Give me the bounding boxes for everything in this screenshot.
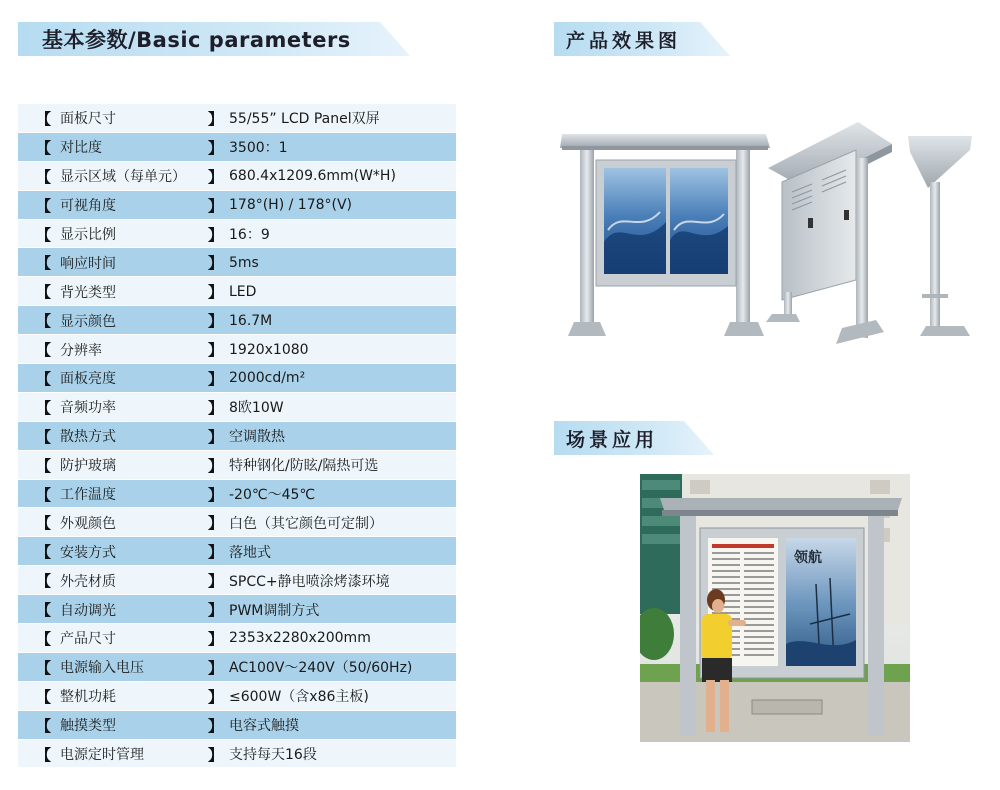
param-label: 对比度: [60, 140, 102, 157]
bracket-left: 【: [36, 456, 52, 475]
param-label: 分辨率: [60, 342, 102, 359]
bracket-left: 【: [36, 167, 52, 186]
param-value: 落地式: [229, 544, 271, 561]
product-header-banner: [554, 22, 730, 56]
param-value: 白色（其它颜色可定制）: [229, 515, 383, 532]
scene-image: [640, 474, 910, 742]
param-label: 响应时间: [60, 255, 116, 272]
bracket-right: 】: [208, 196, 224, 215]
bracket-left: 【: [36, 427, 52, 446]
bracket-right: 】: [208, 341, 224, 360]
param-value: 680.4x1209.6mm(W*H): [229, 168, 396, 185]
param-row: [18, 104, 456, 133]
param-label: 显示比例: [60, 227, 116, 243]
bracket-left: 【: [36, 109, 52, 128]
param-row: [18, 508, 456, 537]
bracket-right: 】: [208, 572, 224, 591]
param-label: 显示区域（每单元）: [60, 169, 186, 186]
bracket-right: 】: [208, 369, 224, 388]
param-value: ≤600W（含x86主板): [229, 689, 369, 706]
bracket-right: 】: [208, 514, 224, 533]
param-row: [18, 480, 456, 509]
bracket-right: 】: [208, 398, 224, 417]
param-value: 2000cd/m²: [229, 370, 306, 387]
bracket-left: 【: [36, 745, 52, 764]
param-row: [18, 740, 456, 769]
param-value: LED: [229, 283, 257, 300]
param-value: 8欧10W: [229, 400, 284, 417]
param-row: [18, 133, 456, 162]
bracket-right: 】: [208, 485, 224, 504]
bracket-right: 】: [208, 312, 224, 331]
param-row: [18, 248, 456, 277]
param-value: 空调散热: [229, 429, 285, 446]
param-label: 电源输入电压: [60, 660, 144, 677]
param-row: [18, 451, 456, 480]
param-row: [18, 653, 456, 682]
bracket-right: 】: [208, 543, 224, 562]
param-label: 可视角度: [60, 198, 116, 215]
param-row: [18, 162, 456, 191]
param-row: [18, 682, 456, 711]
bracket-right: 】: [208, 601, 224, 620]
param-row: [18, 335, 456, 364]
bracket-left: 【: [36, 658, 52, 677]
param-value: 178°(H) / 178°(V): [229, 197, 353, 214]
param-value: 3500：1: [229, 140, 288, 157]
param-value: 电容式触摸: [229, 718, 299, 735]
bracket-left: 【: [36, 601, 52, 620]
param-row: [18, 566, 456, 595]
param-row: [18, 191, 456, 220]
param-value: 2353x2280x200mm: [229, 630, 371, 647]
param-label: 面板尺寸: [60, 111, 116, 128]
bracket-left: 【: [36, 485, 52, 504]
param-value: -20℃～45℃: [229, 487, 316, 504]
param-label: 散热方式: [60, 429, 116, 446]
bracket-right: 】: [208, 716, 224, 735]
param-row: [18, 306, 456, 335]
scene-header-banner: [554, 421, 714, 455]
bracket-right: 】: [208, 687, 224, 706]
bracket-right: 】: [208, 745, 224, 764]
param-label: 电源定时管理: [60, 747, 144, 764]
product-header-title: 产品效果图: [566, 29, 682, 52]
param-value: 55/55” LCD Panel双屏: [229, 111, 380, 128]
params-header-title: 基本参数/Basic parameters: [42, 28, 351, 52]
scene-screen-title: 领航: [794, 550, 822, 566]
bracket-left: 【: [36, 254, 52, 273]
param-row: [18, 595, 456, 624]
param-value: 16.7M: [229, 312, 273, 329]
parameter-table: [18, 104, 456, 778]
param-value: SPCC+静电喷涂烤漆环境: [229, 573, 390, 590]
bracket-right: 】: [208, 109, 224, 128]
bracket-left: 【: [36, 543, 52, 562]
kiosk-front-view: [560, 134, 770, 336]
param-row: [18, 711, 456, 740]
bracket-right: 】: [208, 167, 224, 186]
bracket-left: 【: [36, 716, 52, 735]
param-label: 外观颜色: [60, 515, 116, 532]
bracket-left: 【: [36, 687, 52, 706]
kiosk-profile-view: [908, 136, 972, 336]
param-value: PWM调制方式: [229, 602, 320, 619]
param-value: 16：9: [229, 227, 270, 243]
param-row: [18, 537, 456, 566]
param-value: AC100V～240V（50/60Hz): [229, 660, 413, 677]
bracket-left: 【: [36, 572, 52, 591]
bracket-left: 【: [36, 514, 52, 533]
param-row: [18, 220, 456, 249]
param-label: 触摸类型: [60, 718, 116, 735]
param-value: 1920x1080: [229, 341, 309, 358]
bracket-left: 【: [36, 398, 52, 417]
param-label: 防护玻璃: [60, 458, 116, 475]
param-row: [18, 624, 456, 653]
param-value: 特种钢化/防眩/隔热可选: [229, 458, 379, 475]
param-label: 面板亮度: [60, 371, 116, 388]
params-header-banner: [18, 22, 410, 56]
param-label: 自动调光: [60, 602, 116, 619]
param-row: [18, 364, 456, 393]
bracket-left: 【: [36, 341, 52, 360]
param-row: [18, 422, 456, 451]
bracket-right: 】: [208, 658, 224, 677]
bracket-right: 】: [208, 225, 224, 244]
bracket-right: 】: [208, 283, 224, 302]
bracket-left: 【: [36, 369, 52, 388]
param-label: 产品尺寸: [60, 631, 116, 648]
param-label: 显示颜色: [60, 313, 116, 330]
bracket-left: 【: [36, 138, 52, 157]
bracket-right: 】: [208, 138, 224, 157]
param-label: 安装方式: [60, 544, 116, 561]
bracket-right: 】: [208, 427, 224, 446]
bracket-left: 【: [36, 283, 52, 302]
kiosk-side-view: [766, 122, 892, 344]
param-label: 外壳材质: [60, 573, 116, 590]
bracket-left: 【: [36, 196, 52, 215]
bracket-right: 】: [208, 629, 224, 648]
param-label: 背光类型: [60, 284, 116, 301]
bracket-right: 】: [208, 456, 224, 475]
param-label: 整机功耗: [60, 689, 116, 706]
param-label: 音频功率: [60, 400, 116, 417]
bracket-left: 【: [36, 312, 52, 331]
scene-header-title: 场景应用: [566, 428, 659, 451]
bracket-left: 【: [36, 225, 52, 244]
product-image: [560, 122, 980, 352]
param-value: 5ms: [229, 254, 259, 271]
param-row: [18, 277, 456, 306]
param-row: [18, 393, 456, 422]
param-value: 支持每天16段: [229, 747, 317, 764]
param-label: 工作温度: [60, 487, 116, 504]
bracket-right: 】: [208, 254, 224, 273]
bracket-left: 【: [36, 629, 52, 648]
